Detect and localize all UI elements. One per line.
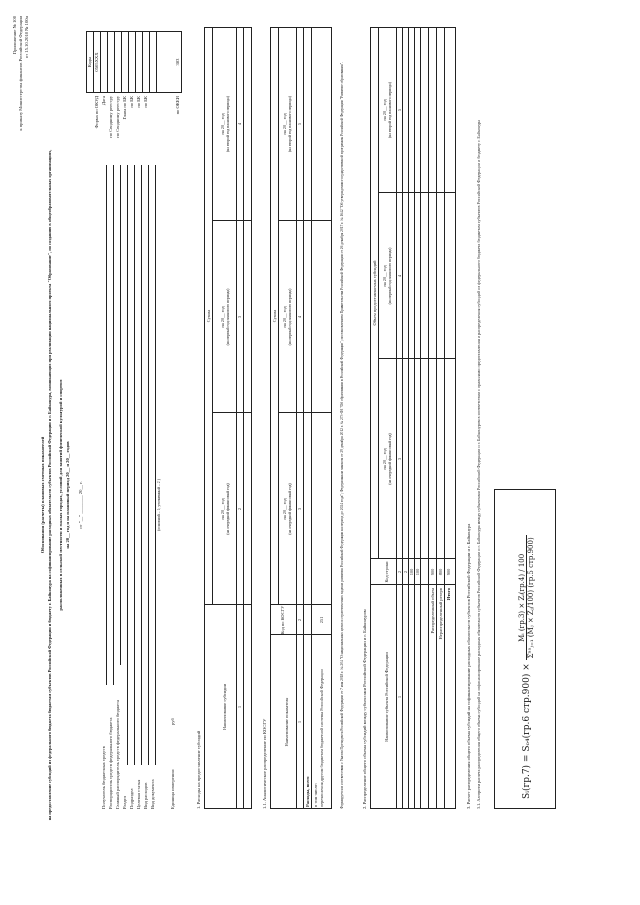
title-line-1: Обоснования (расчеты) плановых сметных показателей <box>40 436 45 554</box>
s2-col-y2: на 20__ год <box>382 265 387 287</box>
s1-col-y3: на 20__ год <box>220 113 225 135</box>
s2-num-4: 4 <box>397 274 402 278</box>
label-subsection: Подраздел <box>129 788 134 809</box>
title-line-2: на предоставление субсидий из федерального бюджета бюджетам субъектов Российской Федерации и бюджету г. Байконура на софинансирование расходных обязательств субъектов Российской Федерации и г. Байконура, возникающих при реализации национального проекта "Образование", по созданию в общеобразовательных организациях, <box>47 149 52 821</box>
s2-row-distributed: Распределенный объем <box>430 588 435 634</box>
s11-col-sum: Сумма <box>272 309 277 323</box>
section3-title: 3. Расчет распределения общего объема субсидий на софинансирование расходных обязательств субъектов Российской Федерации и г. Байконура <box>466 523 471 809</box>
s11-col-y1: на 20__ год <box>282 498 287 520</box>
title-line-3: расположенных в сельской местности и малых городах, условий для занятий физической культурой и спортом <box>58 379 63 611</box>
s1-col-y1: на 20__ год <box>220 498 225 520</box>
s2-col-y2-note: (на первый год планового периода) <box>388 247 392 305</box>
date-label: Дата <box>101 96 106 106</box>
label-distributor: Распорядитель средств федерального бюджета <box>108 717 113 809</box>
s11-num-5: 5 <box>297 122 302 126</box>
s11-row-incl: в том числе: <box>313 783 318 807</box>
bk-label-1: по БК <box>129 96 134 108</box>
s11-col-name: Наименование показателя <box>284 697 289 747</box>
s1-col-y2-note: (на первый год планового периода) <box>226 288 230 346</box>
section1-title: 1. Расходы на предоставление субсидий <box>196 730 201 809</box>
s1-col-y3-note: (на второй год планового периода) <box>226 96 230 152</box>
bk-label-2: по БК <box>136 96 141 108</box>
label-section: Раздел <box>122 796 127 809</box>
s1-num-2: 2 <box>237 507 242 511</box>
s2-col-code: Код строки <box>384 561 389 583</box>
title-line-4: на 20__ год и на плановый период 20__ и 20__ годов <box>65 441 70 549</box>
date-line: от "__" ________ 20__ г. <box>78 481 83 529</box>
bk-label-3: по БК <box>143 96 148 108</box>
s2-col-y3: на 20__ год <box>382 99 387 121</box>
s2-col-name: Наименование субъекта Российской Федерации <box>384 652 389 742</box>
s2-col-y1: на 20__ год <box>382 448 387 470</box>
section2-title: 2. Распределение общего объема субсидий между субъектами Российской Федерации и г. Байконуром <box>362 609 367 809</box>
s11-col-y2-note: (на первый год планового периода) <box>288 288 292 346</box>
s2-col-sum: Объем предоставляемых субсидий <box>372 260 377 326</box>
label-unit-value: руб <box>170 718 175 725</box>
label-expense-type: Вид расходов <box>143 782 148 809</box>
s11-col-code: Код по КОСГУ <box>280 605 285 635</box>
s2-num-1: 1 <box>397 695 402 699</box>
s2-col-y1-note: (на очередной финансовый год) <box>388 433 392 485</box>
s1-col-sum: Сумма <box>206 309 211 323</box>
s2-code-6: 900 <box>446 568 451 576</box>
s11-code-251: 251 <box>319 616 324 624</box>
s2-num-3: 3 <box>397 457 402 461</box>
s2-code-1: 2 <box>403 570 408 574</box>
s11-row-total: Расходы, всего <box>305 776 310 807</box>
label-recipient: Получатель бюджетных средств <box>101 746 106 809</box>
formula <box>518 535 535 799</box>
codes-header: Коды <box>87 56 92 68</box>
s11-num-2: 2 <box>297 618 302 622</box>
label-target: Целевая статья <box>136 779 141 809</box>
label-main-distributor: Главный распорядитель средств федерального бюджета <box>115 699 120 809</box>
svr2-label: по Сводному реестру <box>115 96 120 138</box>
label-doc-type: Вид документа <box>150 779 155 809</box>
s2-row-undistributed: Нераспределенный резерв <box>438 588 443 640</box>
formula-lhs: Sᵢ(гр.7) = Sₒ₄(гр.6 стр.900) × <box>522 663 532 799</box>
okei-label: по ОКЕИ <box>175 96 180 115</box>
s1-num-3: 3 <box>237 315 242 319</box>
s11-num-3: 3 <box>297 507 302 511</box>
s1-num-1: 1 <box>237 705 242 709</box>
s11-col-y3-note: (на второй год планового периода) <box>288 96 292 152</box>
s11-col-y2: на 20__ год <box>282 306 287 328</box>
s1-num-4: 4 <box>237 122 242 126</box>
form-code: 0505XXX <box>94 52 99 72</box>
s2-row-total: Итого <box>446 588 451 601</box>
s2-num-5: 5 <box>397 108 402 112</box>
form-label: Форма по ОКУД <box>94 96 99 129</box>
s2-col-y3-note: (на второй год планового периода) <box>388 82 392 138</box>
doc-kind-note: (основной – 1; уточненный – 2 ) <box>157 479 161 531</box>
section11-title: 1.1. Аналитическое распределение по КОСГУ <box>262 718 267 809</box>
footnote-1: Формируется в соответствии с Указом Президента Российской Федерации от 7 мая 2018 г. № 204 "О национальных целях и стратегических задачах развития Российской Федерации на период до 2024 года"; Федеральным законом от 29 декабря 2012 г. № 273-ФЗ "Об образовании в Российской Федерации"; постановлением Правительства Российской Федерации от 26 декабря 2017 г. № 1642 "Об утверждении государственной программы Российской Федерации "Развитие образования". <box>340 62 344 809</box>
s1-col-y1-note: (на очередной финансовый год) <box>226 483 230 535</box>
label-unit: Единица измерения: <box>170 769 175 809</box>
svr-label: по Сводному реестру <box>108 96 113 138</box>
chapter-label: Глава по БК <box>122 96 127 120</box>
appendix-line-2: к приказу Министерства финансов Российской Федерации <box>18 16 23 131</box>
s2-code-3: 100 <box>415 568 420 576</box>
s1-col-y2: на 20__ год <box>220 306 225 328</box>
s1-col-name: Наименование субсидии <box>222 684 227 730</box>
s11-num-1: 1 <box>297 720 302 724</box>
s11-col-y3: на 20__ год <box>282 113 287 135</box>
okei-code: 383 <box>175 58 180 66</box>
formula-numerator: Mᵢ (гр.3) × Zᵢ(гр.4) / 100 <box>518 535 527 660</box>
formula-denominator: Σⁿᵃⱼ₌₁ (Mⱼ × Zⱼ/100) (гр.5 стр.900) <box>527 537 535 659</box>
s2-code-4: 900 <box>430 568 435 576</box>
s11-col-y1-note: (на очередной финансовый год) <box>288 483 292 535</box>
formula-fraction <box>518 535 535 660</box>
s2-code-2: 100 <box>409 568 414 576</box>
s2-num-2: 2 <box>397 570 402 574</box>
s11-num-4: 4 <box>297 315 302 319</box>
s11-row-transfer: перечисления другим бюджетам бюджетной системы Российской Федерации <box>319 669 324 807</box>
appendix-line-1: Приложение № 100 <box>12 16 17 55</box>
section3-subtitle: 3.1. Алгоритм расчета распределения общего объема субсидий на софинансирование расходных обязательств субъектов Российской Федерации и г. Байконура между субъектами Российской Федерации и г. Байконуром в соответствии с правилами предоставления и распределения субсидий из федерального бюджета бюджетам субъектов Российской Федерации и бюджету г. Байконура <box>476 119 481 809</box>
s2-code-5: 800 <box>438 568 443 576</box>
appendix-line-3: от 15.10.2018 № 100н <box>24 16 29 59</box>
